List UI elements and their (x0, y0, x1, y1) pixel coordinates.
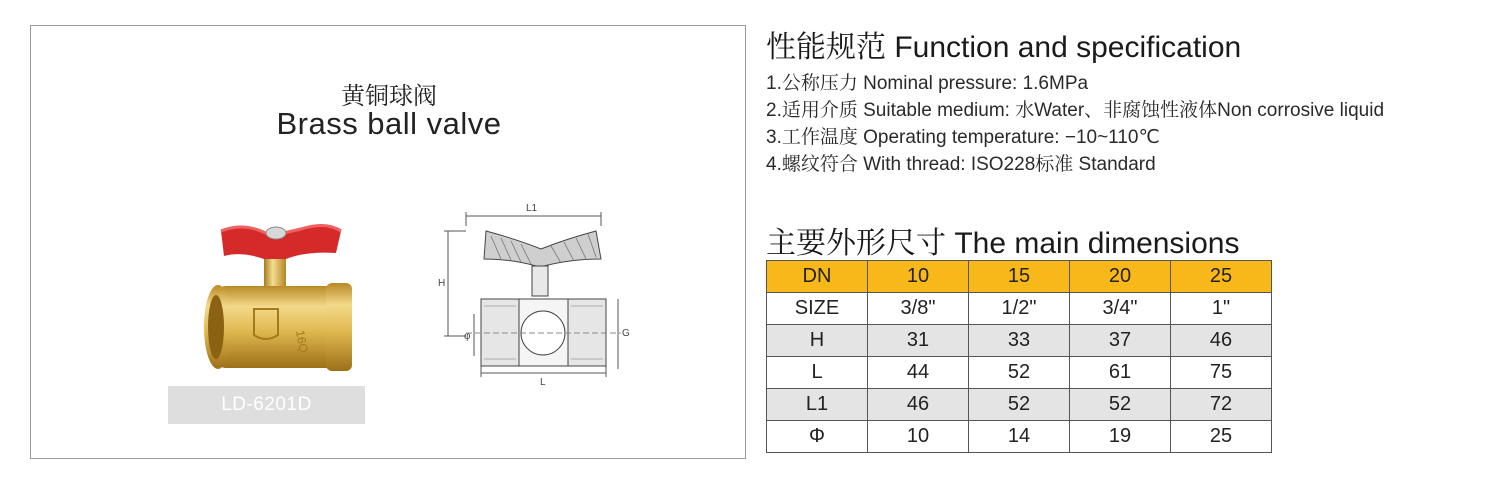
product-title-cn: 黄铜球阀 (341, 83, 437, 110)
header-cell: DN (767, 261, 868, 293)
table-cell: 46 (868, 389, 969, 421)
table-cell: 3/8" (868, 293, 969, 325)
table-cell: 3/4" (1070, 293, 1171, 325)
dimensions-heading: 主要外形尺寸 The main dimensions (766, 227, 1240, 260)
valve-drawing (406, 181, 636, 386)
header-cell: 25 (1171, 261, 1272, 293)
header-cell: 10 (868, 261, 969, 293)
valve-photo (176, 191, 371, 386)
function-heading: 性能规范 Function and specification (766, 31, 1242, 64)
drawing-label-h: H (438, 278, 446, 289)
drawing-label-l1: L1 (526, 203, 538, 214)
spec-list (766, 70, 1384, 178)
table-cell: 1/2" (969, 293, 1070, 325)
table-cell: 14 (969, 421, 1070, 453)
spec-section (766, 0, 1486, 485)
table-cell: L1 (767, 389, 868, 421)
spec-item: 4.螺纹符合 With thread: ISO228标准 Standard (766, 154, 1156, 175)
table-cell: 52 (969, 357, 1070, 389)
table-cell: 25 (1171, 421, 1272, 453)
drawing-label-g: G (622, 328, 630, 339)
model-label: LD-6201D (168, 386, 365, 424)
table-header-row (767, 261, 1272, 293)
svg-text:16Q: 16Q (293, 329, 311, 354)
table-cell: SIZE (767, 293, 868, 325)
table-cell: 72 (1171, 389, 1272, 421)
table-cell: 31 (868, 325, 969, 357)
table-cell: 19 (1070, 421, 1171, 453)
header-cell: 15 (969, 261, 1070, 293)
spec-item: 2.适用介质 Suitable medium: 水Water、非腐蚀性液体Non corrosive liquid (766, 100, 1385, 121)
table-row (767, 357, 1272, 389)
drawing-label-l: L (540, 377, 546, 386)
table-cell: L (767, 357, 868, 389)
table-row (767, 389, 1272, 421)
table-cell: 1" (1171, 293, 1272, 325)
product-title-en: Brass ball valve (276, 106, 502, 141)
table-cell: 46 (1171, 325, 1272, 357)
table-cell: 61 (1070, 357, 1171, 389)
spec-item: 1.公称压力 Nominal pressure: 1.6MPa (766, 73, 1089, 94)
table-cell: 10 (868, 421, 969, 453)
table-cell: 75 (1171, 357, 1272, 389)
table-cell: 44 (868, 357, 969, 389)
table-cell: 52 (969, 389, 1070, 421)
header-cell: 20 (1070, 261, 1171, 293)
drawing-label-phi: φ (464, 331, 471, 342)
spec-item: 3.工作温度 Operating temperature: −10~110℃ (766, 127, 1160, 148)
table-row (767, 293, 1272, 325)
table-row (767, 325, 1272, 357)
table-cell: 37 (1070, 325, 1171, 357)
table-cell: Φ (767, 421, 868, 453)
table-cell: H (767, 325, 868, 357)
table-row (767, 421, 1272, 453)
table-cell: 33 (969, 325, 1070, 357)
dimensions-table (766, 260, 1272, 453)
product-panel (30, 25, 746, 459)
table-cell: 52 (1070, 389, 1171, 421)
